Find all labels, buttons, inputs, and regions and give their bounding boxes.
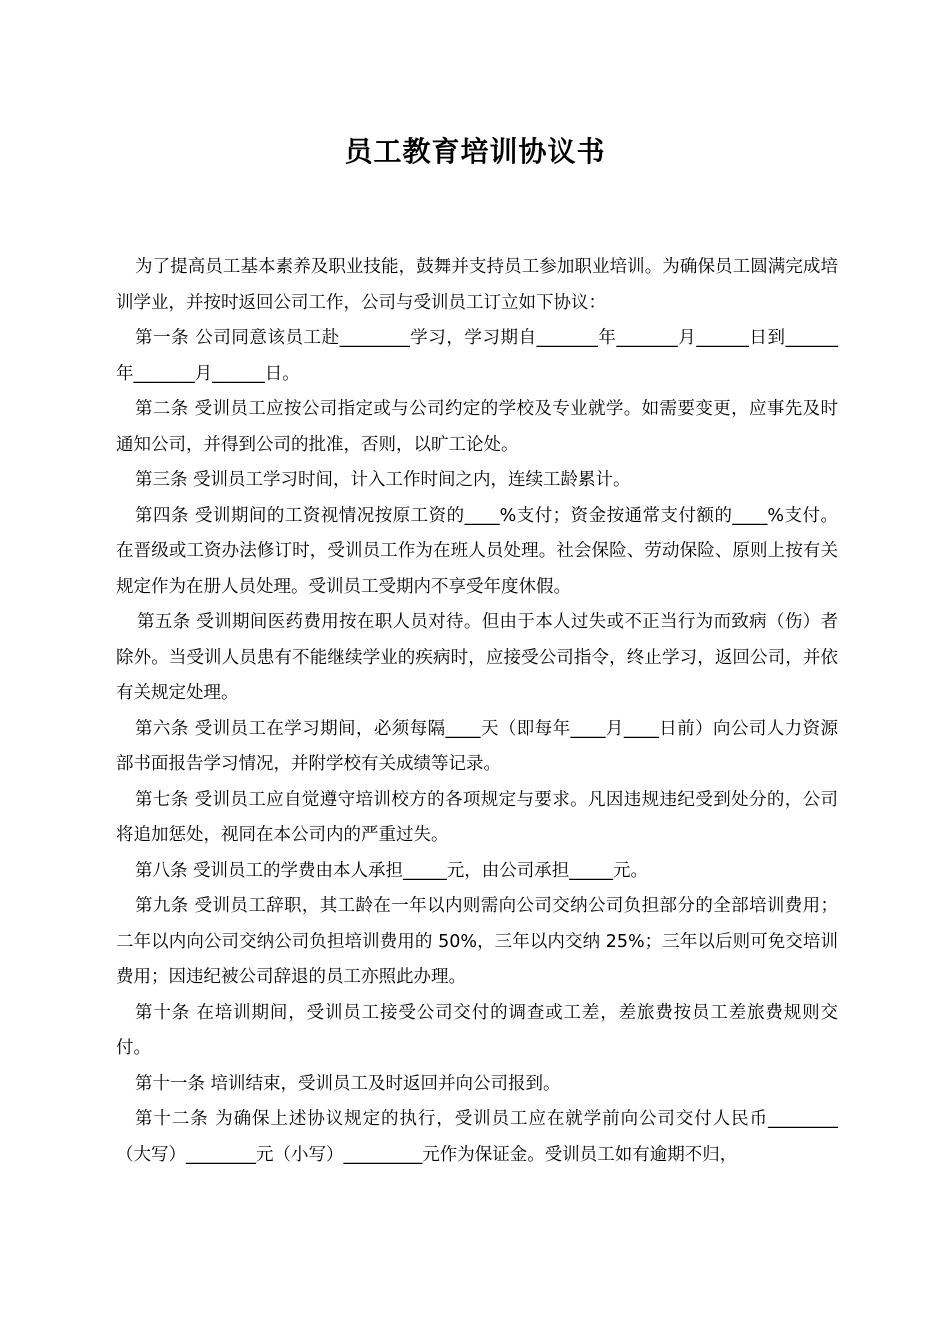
intro-paragraph: 为了提高员工基本素养及职业技能，鼓舞并支持员工参加职业培训。为确保员工圆满完成培训学业，并按时返回公司工作，公司与受训员工订立如下协议： xyxy=(116,257,838,313)
article-3: 第三条 受训员工学习时间，计入工作时间之内，连续工龄累计。 xyxy=(135,470,631,490)
document-body xyxy=(116,250,838,1173)
article-8: 第八条 受训员工的学费由本人承担_____元，由公司承担_____元。 xyxy=(135,860,649,881)
article-9: 第九条 受训员工辞职，其工龄在一年以内则需向公司交纳公司负担部分的全部培训费用；二年以内向公司交纳公司负担培训费用的 50%，三年以内交纳 25%；三年以后则可免交培训费用；因违纪被公司辞退的员工亦照此办理。 xyxy=(116,896,838,987)
article-10: 第十条 在培训期间，受训员工接受公司交付的调查或工差，差旅费按员工差旅费规则交付。 xyxy=(116,1002,838,1058)
article-7: 第七条 受训员工应自觉遵守培训校方的各项规定与要求。凡因违规违纪受到处分的，公司将追加惩处，视同在本公司内的严重过失。 xyxy=(116,789,838,845)
article-4: 第四条 受训期间的工资视情况按原工资的____%支付；资金按通常支付额的____%支付。在晋级或工资办法修订时，受训员工作为在班人员处理。社会保险、劳动保险、原则上按有关规定作为在册人员处理。受训员工受期内不享受年度休假。 xyxy=(116,505,838,597)
document-title: 员工教育培训协议书 xyxy=(344,135,606,168)
article-5: 第五条 受训期间医药费用按在职人员对待。但由于本人过失或不正当行为而致病（伤）者除外。当受训人员患有不能继续学业的疾病时，应接受公司指令，终止学习，返回公司，并依有关规定处理。 xyxy=(116,612,838,703)
article-11: 第十一条 培训结束，受训员工及时返回并向公司报到。 xyxy=(135,1073,561,1094)
article-6: 第六条 受训员工在学习期间，必须每隔____天（即每年____月____日前）向公司人力资源部书面报告学习情况，并附学校有关成绩等记录。 xyxy=(116,718,838,774)
article-12: 第十二条 为确保上述协议规定的执行，受训员工应在就学前向公司交付人民币________（大写）________元（小写）_________元作为保证金。受训员工如有逾期不归， xyxy=(116,1109,838,1165)
article-1: 第一条 公司同意该员工赴________学习，学习期自_______年_______月______日到______年_______月______日。 xyxy=(116,328,838,384)
article-2: 第二条 受训员工应按公司指定或与公司约定的学校及专业就学。如需要变更，应事先及时通知公司，并得到公司的批准，否则，以旷工论处。 xyxy=(116,399,838,455)
